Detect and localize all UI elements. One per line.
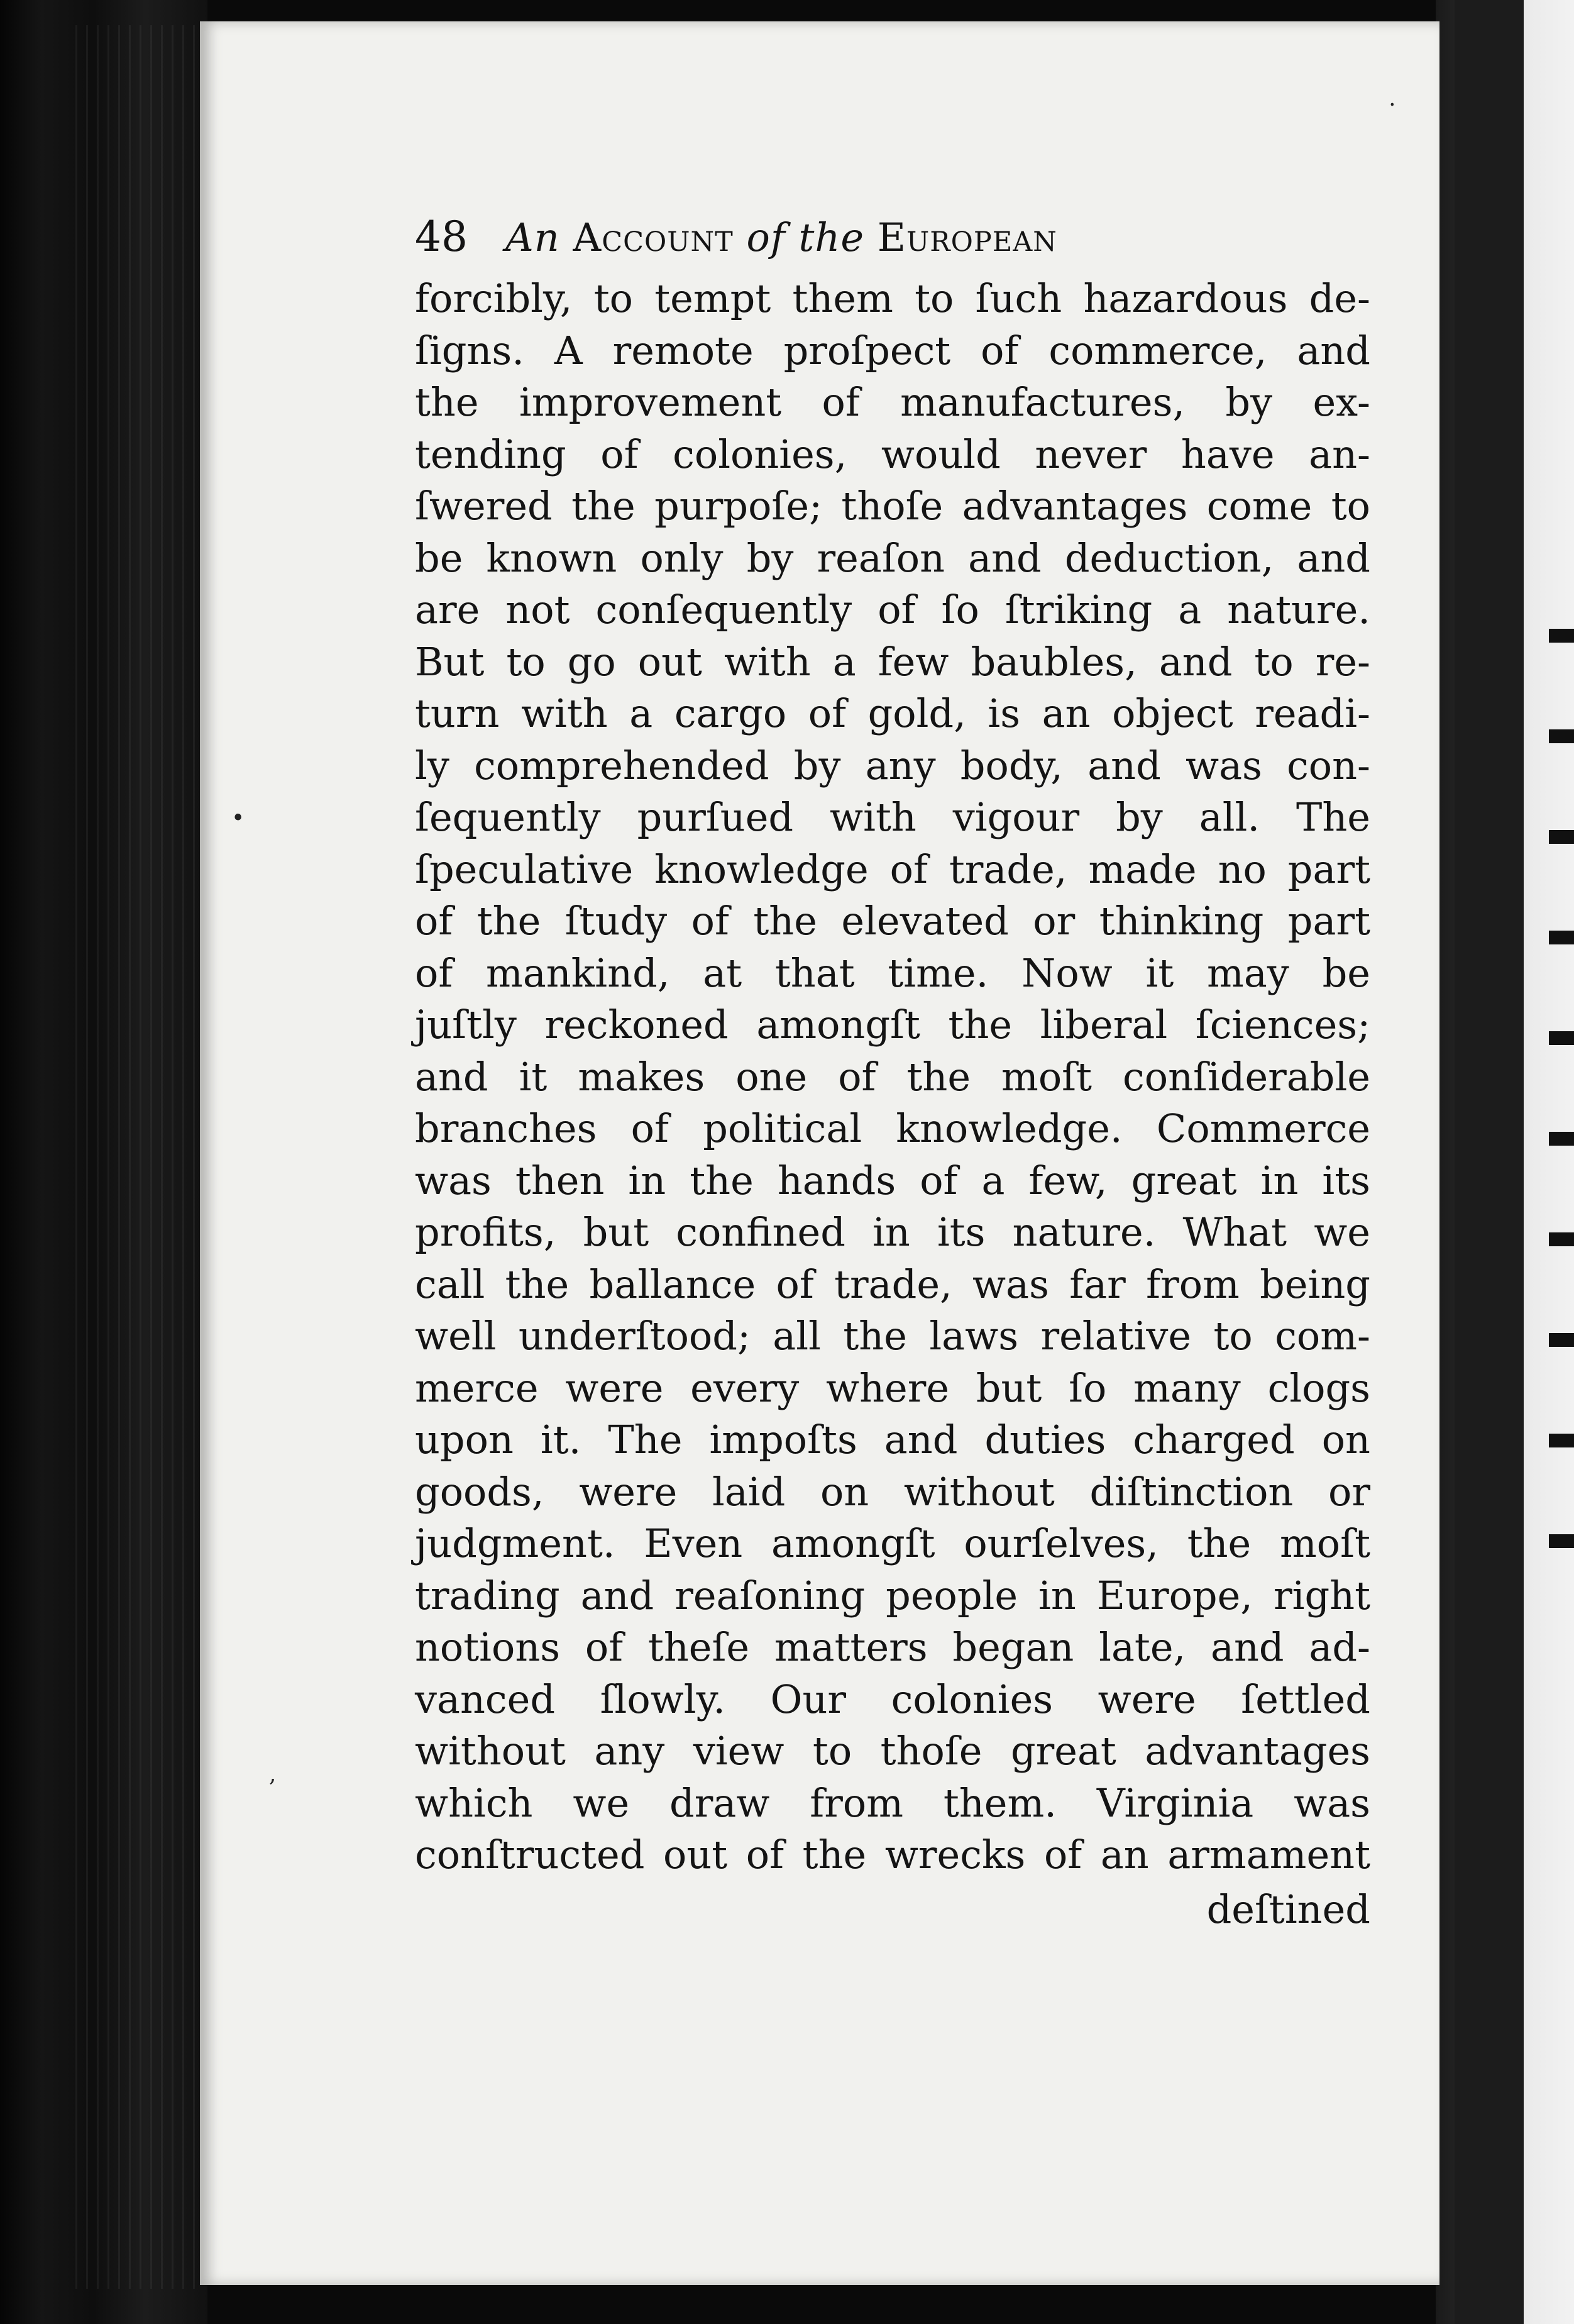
text-line: without any view to thoſe great advantages — [415, 1728, 1370, 1774]
running-title-part: European — [877, 214, 1057, 260]
text-line: vanced ſlowly. Our colonies were ſettled — [415, 1676, 1370, 1722]
text-line: of the ſtudy of the elevated or thinking part — [415, 898, 1370, 944]
running-title-part: An — [505, 214, 560, 260]
text-line: turn with a cargo of gold, is an object readi- — [415, 690, 1370, 736]
text-line: profits, but confined in its nature. What we — [415, 1209, 1370, 1255]
text-line: ſigns. A remote proſpect of commerce, and — [415, 327, 1370, 374]
running-head — [415, 213, 1370, 273]
running-title — [505, 214, 1057, 260]
text-line: tending of colonies, would never have an- — [415, 431, 1370, 477]
text-line: ſpeculative knowledge of trade, made no part — [415, 846, 1370, 892]
text-line: notions of theſe matters began late, and ad- — [415, 1624, 1370, 1670]
text-line: juſtly reckoned amongſt the liberal ſciences; — [415, 1002, 1370, 1048]
running-title-part: Account — [573, 214, 734, 260]
text-line: ly comprehended by any body, and was con- — [415, 742, 1370, 788]
text-line: was then in the hands of a few, great in its — [415, 1157, 1370, 1204]
catchword: deſtined — [1206, 1886, 1370, 1932]
text-block — [415, 213, 1370, 1935]
running-title-part: of the — [746, 214, 865, 260]
text-line: branches of political knowledge. Commerce — [415, 1105, 1370, 1151]
body-text — [415, 273, 1370, 1881]
text-line: be known only by reaſon and deduction, and — [415, 534, 1370, 581]
text-line: ſequently purſued with vigour by all. The — [415, 794, 1370, 840]
facing-page-marks — [1549, 629, 1574, 1572]
text-line: forcibly, to tempt them to ſuch hazardous de- — [415, 275, 1370, 321]
text-line: ſwered the purpoſe; thoſe advantages come to — [415, 483, 1370, 529]
text-line: trading and reaſoning people in Europe, right — [415, 1572, 1370, 1618]
page-speck: ⸱ — [1389, 92, 1395, 118]
text-line: But to go out with a few baubles, and to re- — [415, 638, 1370, 685]
text-line: judgment. Even amongſt ourſelves, the moſt — [415, 1520, 1370, 1566]
binding-texture — [75, 25, 201, 2289]
text-line: upon it. The impoſts and duties charged on — [415, 1417, 1370, 1463]
page-speck: • — [231, 805, 245, 831]
facing-page-shadow — [1455, 0, 1524, 2324]
text-line: conſtructed out of the wrecks of an armament — [415, 1832, 1370, 1878]
text-line: goods, were laid on without diſtinction or — [415, 1468, 1370, 1515]
page-speck: , — [269, 1761, 277, 1787]
page-number: 48 — [415, 213, 468, 261]
text-line: of mankind, at that time. Now it may be — [415, 949, 1370, 996]
text-line: well underſtood; all the laws relative to com- — [415, 1313, 1370, 1359]
text-line: merce were every where but ſo many clogs — [415, 1364, 1370, 1411]
text-line: the improvement of manufactures, by ex- — [415, 379, 1370, 425]
text-line: and it makes one of the moſt conſiderable — [415, 1053, 1370, 1100]
text-line: which we draw from them. Virginia was — [415, 1779, 1370, 1826]
text-line: call the ballance of trade, was far from being — [415, 1261, 1370, 1307]
text-line: are not conſequently of ſo ſtriking a nature. — [415, 587, 1370, 633]
